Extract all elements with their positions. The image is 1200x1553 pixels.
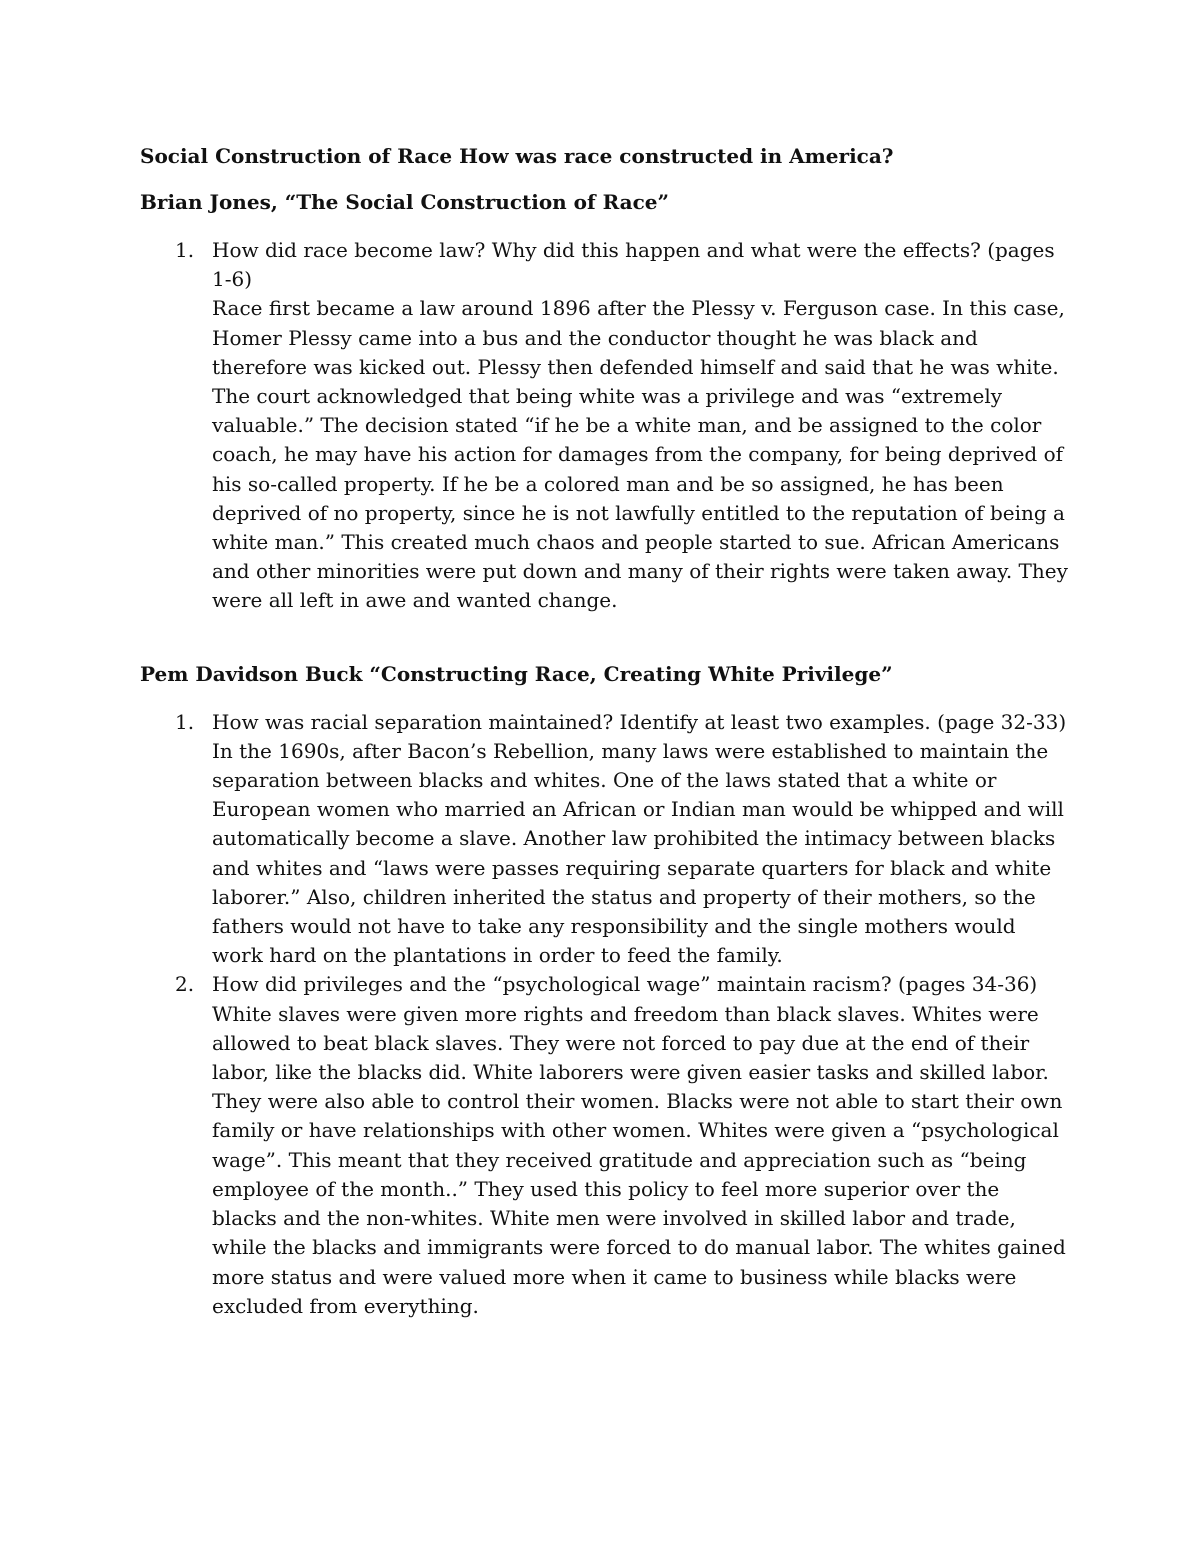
document-page <box>140 140 1070 1321</box>
section-heading-brian-jones: Brian Jones, “The Social Construction of Race” <box>140 190 670 214</box>
question-item <box>140 708 1070 971</box>
answer-text: In the 1690s, after Bacon’s Rebellion, many laws were established to maintain the separation between blacks and whites. One of the laws stated that a white or European women who married an African or Indian man would be whipped and will automatically become a slave. Another law prohibited the intimacy between blacks and whites and “laws were passes requiring separate quarters for black and white laborer.” Also, children inherited the status and property of their mothers, so the fathers would not have to take any responsibility and the single mothers would work hard on the plantations in order to feed the family. <box>212 738 1064 968</box>
document-title: Social Construction of Race How was race constructed in America? <box>140 144 894 168</box>
question-text: How did privileges and the “psychological wage” maintain racism? (pages 34-36) <box>212 972 1038 997</box>
question-list-pem-davidson-buck <box>140 708 1070 1321</box>
question-number: 1. <box>175 709 195 734</box>
question-number: 2. <box>175 972 195 997</box>
answer-text: White slaves were given more rights and freedom than black slaves. Whites were allowed to beat black slaves. They were not forced to pay due at the end of their labor, like the blacks did. White laborers were given easier tasks and skilled labor. They were also able to control their women. Blacks were not able to start their own family or have relationships with other women. Whites were given a “psychological wage”. This meant that they received gratitude and appreciation such as “being employee of the month..” They used this policy to feel more superior over the blacks and the non-whites. White men were involved in skilled labor and trade, while the blacks and immigrants were forced to do manual labor. The whites gained more status and were valued more when it came to business while blacks were excluded from everything. <box>212 1001 1066 1318</box>
question-number: 1. <box>175 238 195 262</box>
section-heading-pem-davidson-buck: Pem Davidson Buck “Constructing Race, Creating White Privilege” <box>140 661 893 686</box>
answer-text: Race first became a law around 1896 after the Plessy v. Ferguson case. In this case, Homer Plessy came into a bus and the conductor thought he was black and therefore was kicked out. Plessy then defended himself and said that he was white. The court acknowledged that being white was a privilege and was “extremely valuable.” The decision stated “if he be a white man, and be assigned to the color coach, he may have his action for damages from the company, for being deprived of his so-called property. If he be a colored man and be so assigned, he has been deprived of no property, since he is not lawfully entitled to the reputation of being a white man.” This created much chaos and people started to sue. African Americans and other minorities were put down and many of their rights were taken away. They were all left in awe and wanted change. <box>212 296 1068 613</box>
question-item <box>140 970 1070 1320</box>
question-list-brian-jones <box>140 236 1070 616</box>
question-text: How did race become law? Why did this happen and what were the effects? (pages 1-6) <box>212 238 1055 292</box>
question-text: How was racial separation maintained? Identify at least two examples. (page 32-33) <box>212 709 1067 734</box>
question-item <box>140 236 1070 616</box>
